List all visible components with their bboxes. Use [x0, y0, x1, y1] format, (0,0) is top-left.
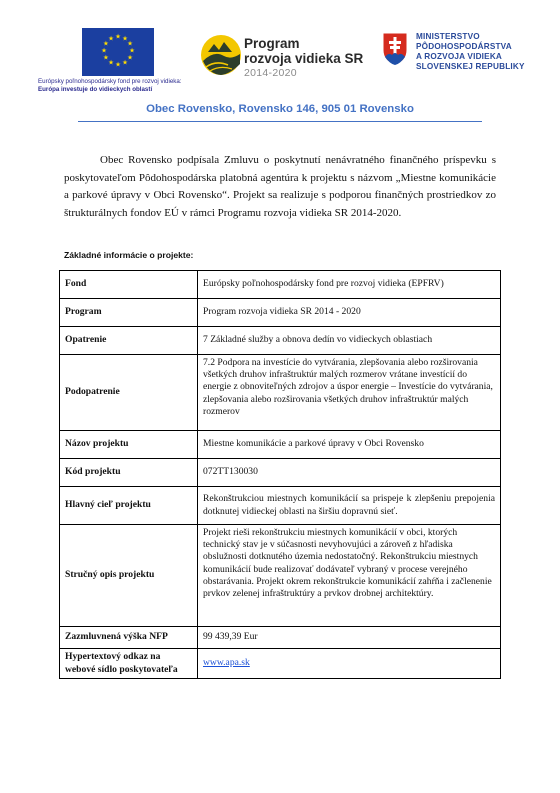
table-row-project-code	[60, 459, 501, 487]
svg-text:★: ★	[122, 34, 128, 43]
logo-header	[0, 26, 560, 106]
eu-logo-caption: Európsky poľnohospodársky fond pre rozvoj vidieka:	[38, 78, 182, 85]
program-logo-subtitle: rozvoja vidieka SR	[244, 51, 364, 66]
svg-text:★: ★	[102, 53, 109, 62]
table-row-provider-link	[60, 649, 501, 679]
row-value: Európsky poľnohospodársky fond pre rozvoj vidieka (EPFRV)	[198, 271, 501, 299]
row-value: 99 439,39 Eur	[198, 627, 501, 649]
program-logo	[200, 34, 364, 80]
row-value: 072TT130030	[198, 459, 501, 487]
row-value	[198, 649, 501, 679]
program-logo-title: Program	[244, 36, 300, 51]
svg-text:★: ★	[108, 58, 114, 67]
row-value: 7 Základné služby a obnova dedín vo vidieckych oblastiach	[198, 327, 501, 355]
svg-text:★: ★	[108, 34, 114, 43]
ministry-line-1: MINISTERSTVO	[416, 32, 480, 41]
table-row-nfp-amount	[60, 627, 501, 649]
row-label: Program	[60, 299, 198, 327]
svg-text:★: ★	[101, 46, 107, 55]
row-value: Rekonštrukciou miestnych komunikácií sa prispeje k zlepšeniu prepojenia dotknutej vidieckej oblasti na širšiu dopravnú sieť.	[198, 487, 501, 525]
project-info-table	[59, 270, 501, 679]
ministry-logo	[382, 30, 542, 90]
ministry-line-3: A ROZVOJA VIDIEKA	[416, 52, 503, 61]
row-value: Miestne komunikácie a parkové úpravy v Obci Rovensko	[198, 431, 501, 459]
table-row-measure	[60, 327, 501, 355]
organization-heading: Obec Rovensko, Rovensko 146, 905 01 Rovensko	[146, 103, 414, 115]
table-row-submeasure	[60, 355, 501, 431]
row-value: Projekt rieši rekonštrukciu miestnych komunikácií v obci, ktorých technický stav je v súčasnosti nevyhovujúci a zároveň z hľadiska obslužnosti dotknutého územia nedostatočný. Rekonštrukciu miestnych komunikácií bude realizovať dodávateľ vybraný v procese verejného obstarávania. Projekt okrem rekonštrukcie komunikácií zahŕňa i začlenenie prvkov zelenej infraštruktúry a prvkov drobnej architektúry.	[198, 525, 501, 627]
row-value: 7.2 Podpora na investície do vytvárania, zlepšovania alebo rozširovania všetkých druhov infraštruktúr malých rozmerov vrátane investícií do energie z obnoviteľných zdrojov a úspor energie – Investície do vytvárania, zlepšovania alebo rozširovania všetkých druhov infraštruktúr malých rozmerov	[198, 355, 501, 431]
heading-divider	[78, 121, 482, 122]
svg-text:★: ★	[102, 39, 109, 48]
ministry-line-4: SLOVENSKEJ REPUBLIKY	[416, 62, 525, 71]
row-label: Opatrenie	[60, 327, 198, 355]
row-value: Program rozvoja vidieka SR 2014 - 2020	[198, 299, 501, 327]
eu-flag-icon	[82, 28, 154, 76]
row-label: Podopatrenie	[60, 355, 198, 431]
table-row-description	[60, 525, 501, 627]
eu-stars-icon	[82, 28, 154, 76]
eu-logo-slogan: Európa investuje do vidieckych oblastí	[38, 86, 153, 93]
ministry-line-2: PÔDOHOSPODÁRSTVA	[416, 42, 512, 51]
intro-paragraph: Obec Rovensko podpísala Zmluvu o poskytnutí nenávratného finančného príspevku s poskytovateľom Pôdohospodárska platobná agentúra k projektu s názvom „Miestne komunikácie a parkové úpravy v Obci Rovensko“. Projekt sa realizuje s podporou finančných prostriedkov zo štrukturálnych fondov EÚ v rámci Programu rozvoja vidieka SR 2014-2020.	[64, 154, 496, 219]
svg-text:★: ★	[115, 60, 121, 69]
slovak-coat-of-arms-icon	[382, 32, 408, 66]
row-label: Hypertextový odkaz na webové sídlo poskytovateľa	[60, 649, 198, 679]
row-label: Kód projektu	[60, 459, 198, 487]
provider-website-link[interactable]: www.apa.sk	[203, 657, 250, 669]
row-label: Fond	[60, 271, 198, 299]
svg-text:★: ★	[127, 39, 134, 48]
program-emblem-icon	[200, 34, 242, 76]
table-row-project-name	[60, 431, 501, 459]
svg-text:★: ★	[127, 53, 134, 62]
row-label: Stručný opis projektu	[60, 525, 198, 627]
program-logo-years: 2014-2020	[244, 67, 297, 79]
section-label: Základné informácie o projekte:	[64, 250, 194, 260]
table-row-fund	[60, 271, 501, 299]
row-label: Hlavný cieľ projektu	[60, 487, 198, 525]
table-row-main-goal	[60, 487, 501, 525]
svg-text:★: ★	[129, 46, 135, 55]
table-row-program	[60, 299, 501, 327]
svg-text:★: ★	[122, 58, 128, 67]
svg-text:★: ★	[115, 32, 121, 41]
row-label: Zazmluvnená výška NFP	[60, 627, 198, 649]
row-label: Názov projektu	[60, 431, 198, 459]
